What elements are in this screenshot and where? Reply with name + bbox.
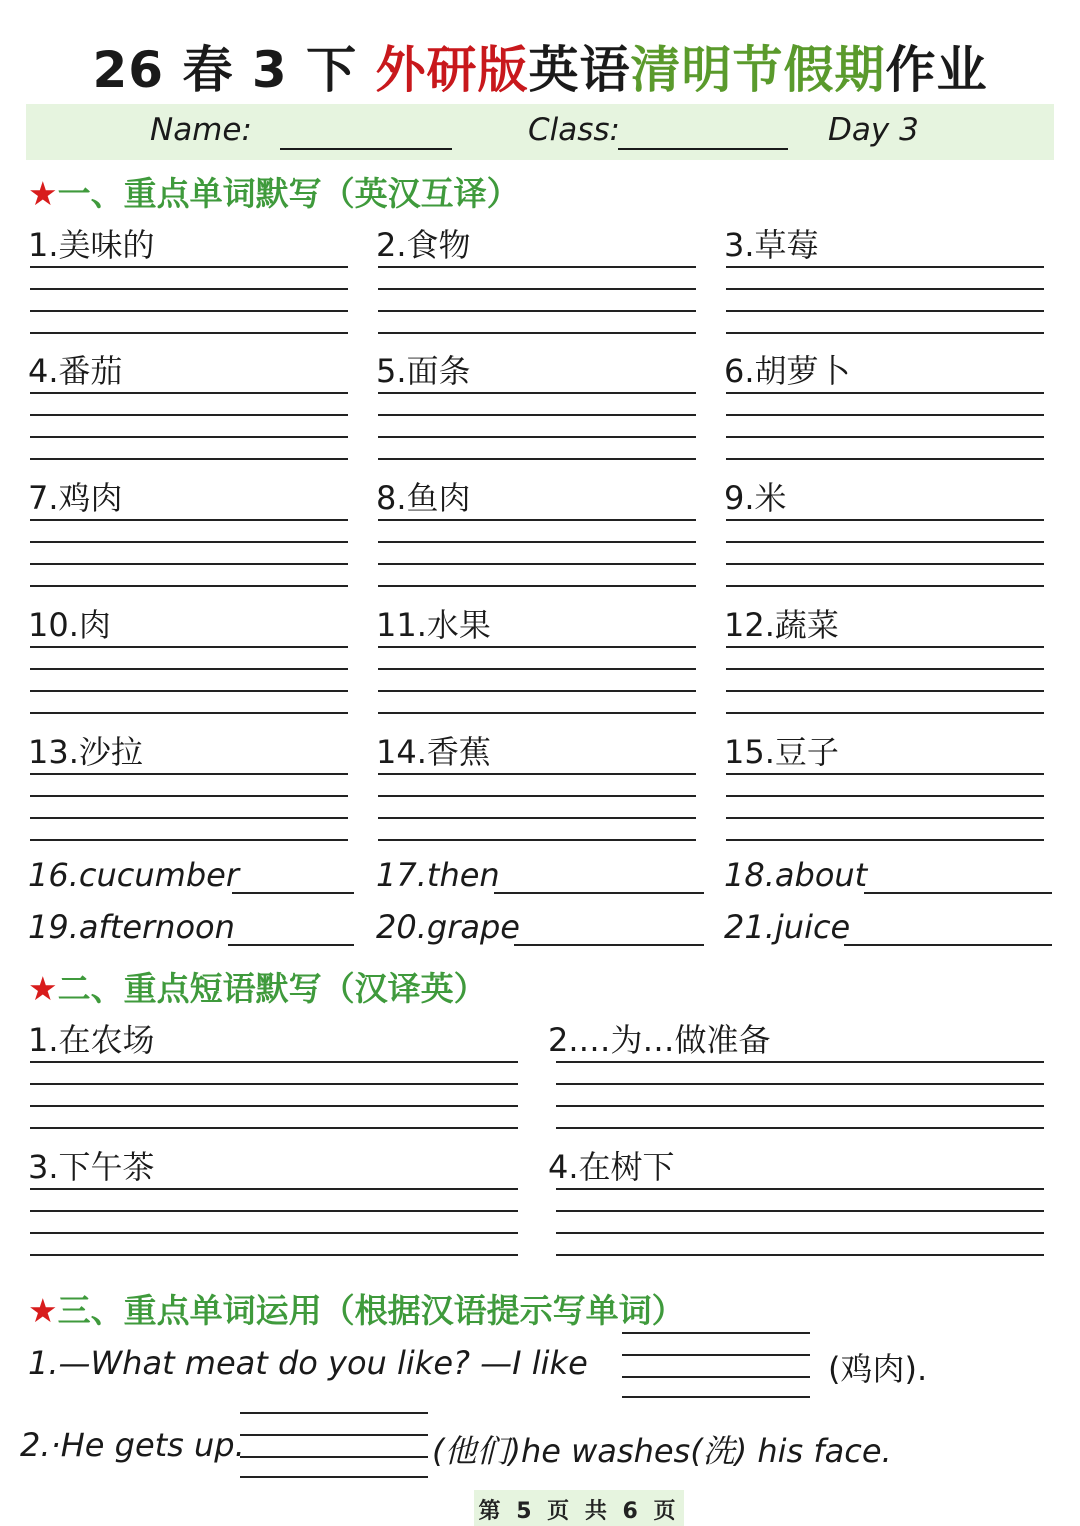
english-item-label: 21.juice (724, 908, 851, 946)
answer-line[interactable] (30, 1083, 518, 1085)
answer-line[interactable] (726, 668, 1044, 670)
answer-line[interactable] (30, 1254, 518, 1256)
answer-line[interactable] (726, 712, 1044, 714)
answer-line[interactable] (726, 690, 1044, 692)
answer-line[interactable] (378, 288, 696, 290)
answer-line[interactable] (556, 1127, 1044, 1129)
answer-line[interactable] (30, 817, 348, 819)
page-title (0, 30, 1080, 102)
answer-line[interactable] (378, 773, 696, 775)
question-2-answer-line[interactable] (240, 1476, 428, 1478)
question-1-answer-line[interactable] (622, 1332, 810, 1334)
answer-line[interactable] (556, 1105, 1044, 1107)
section3-heading (28, 1285, 685, 1332)
vocab-item-label: 4.番茄 (28, 352, 123, 390)
vocab-item-label: 10.肉 (28, 606, 111, 644)
vocab-item-label: 14.香蕉 (376, 733, 491, 771)
question-1-answer-line[interactable] (622, 1396, 810, 1398)
question-1-answer-line[interactable] (622, 1376, 810, 1378)
answer-line[interactable] (30, 458, 348, 460)
english-item-label: 18.about (724, 856, 868, 894)
answer-line[interactable] (378, 563, 696, 565)
answer-line[interactable] (556, 1061, 1044, 1063)
answer-line[interactable] (30, 392, 348, 394)
class-blank[interactable] (618, 148, 788, 150)
answer-line[interactable] (30, 1232, 518, 1234)
answer-line[interactable] (864, 892, 1052, 894)
answer-line[interactable] (556, 1083, 1044, 1085)
answer-line[interactable] (30, 585, 348, 587)
star-icon: ★ (28, 969, 58, 1008)
answer-line[interactable] (378, 839, 696, 841)
question-2-text: 2.·He gets up. (20, 1426, 245, 1464)
answer-line[interactable] (514, 944, 704, 946)
vocab-item-label: 5.面条 (376, 352, 471, 390)
answer-line[interactable] (726, 414, 1044, 416)
section2-heading-text: 二、重点短语默写（汉译英） (57, 969, 487, 1008)
vocab-item-label: 13.沙拉 (28, 733, 143, 771)
answer-line[interactable] (378, 817, 696, 819)
answer-line[interactable] (30, 668, 348, 670)
answer-line[interactable] (30, 712, 348, 714)
answer-line[interactable] (30, 266, 348, 268)
answer-line[interactable] (556, 1210, 1044, 1212)
answer-line[interactable] (378, 690, 696, 692)
answer-line[interactable] (30, 541, 348, 543)
answer-line[interactable] (726, 646, 1044, 648)
answer-line[interactable] (30, 839, 348, 841)
answer-line[interactable] (726, 773, 1044, 775)
question-1-answer-line[interactable] (622, 1354, 810, 1356)
answer-line[interactable] (726, 392, 1044, 394)
answer-line[interactable] (378, 712, 696, 714)
question-2-answer-line[interactable] (240, 1434, 428, 1436)
answer-line[interactable] (378, 332, 696, 334)
answer-line[interactable] (726, 332, 1044, 334)
answer-line[interactable] (30, 773, 348, 775)
answer-line[interactable] (378, 541, 696, 543)
vocab-item-label: 11.水果 (376, 606, 491, 644)
answer-line[interactable] (494, 892, 704, 894)
answer-line[interactable] (30, 436, 348, 438)
class-label: Class: (528, 112, 621, 148)
name-label: Name: (150, 112, 252, 148)
question-1-hint: (鸡肉). (828, 1350, 928, 1388)
question-1-text: 1.—What meat do you like? —I like (28, 1344, 588, 1382)
answer-line[interactable] (30, 310, 348, 312)
answer-line[interactable] (232, 892, 354, 894)
star-icon: ★ (28, 174, 58, 213)
english-item-label: 19.afternoon (28, 908, 235, 946)
answer-line[interactable] (378, 519, 696, 521)
vocab-item-label: 8.鱼肉 (376, 479, 471, 517)
answer-line[interactable] (30, 1061, 518, 1063)
phrase-item-label: 4.在树下 (548, 1148, 675, 1186)
english-item-label: 17.then (376, 856, 500, 894)
answer-line[interactable] (556, 1254, 1044, 1256)
answer-line[interactable] (556, 1188, 1044, 1190)
vocab-item-label: 15.豆子 (724, 733, 839, 771)
answer-line[interactable] (30, 563, 348, 565)
english-item-label: 16.cucumber (28, 856, 239, 894)
answer-line[interactable] (30, 519, 348, 521)
phrase-item-label: 2.…为…做准备 (548, 1021, 771, 1059)
section3-heading-text: 三、重点单词运用（根据汉语提示写单词） (57, 1291, 685, 1330)
question-2-answer-line[interactable] (240, 1412, 428, 1414)
vocab-item-label: 1.美味的 (28, 226, 155, 264)
answer-line[interactable] (30, 1127, 518, 1129)
answer-line[interactable] (726, 519, 1044, 521)
vocab-item-label: 12.蔬菜 (724, 606, 839, 644)
phrase-item-label: 3.下午茶 (28, 1148, 155, 1186)
answer-line[interactable] (844, 944, 1052, 946)
answer-line[interactable] (30, 1105, 518, 1107)
title-part-grade: 26 春 3 下 (92, 41, 358, 99)
answer-line[interactable] (30, 795, 348, 797)
answer-line[interactable] (378, 458, 696, 460)
answer-line[interactable] (30, 1188, 518, 1190)
star-icon: ★ (28, 1291, 58, 1330)
answer-line[interactable] (726, 817, 1044, 819)
answer-line[interactable] (378, 646, 696, 648)
answer-line[interactable] (378, 436, 696, 438)
question-2-hint: (他们)he washes(洗) his face. (432, 1432, 892, 1470)
answer-line[interactable] (30, 414, 348, 416)
answer-line[interactable] (30, 1210, 518, 1212)
answer-line[interactable] (378, 266, 696, 268)
answer-line[interactable] (726, 310, 1044, 312)
answer-line[interactable] (30, 690, 348, 692)
section1-heading-text: 一、重点单词默写（英汉互译） (57, 174, 520, 213)
answer-line[interactable] (726, 541, 1044, 543)
vocab-item-label: 2.食物 (376, 226, 471, 264)
answer-line[interactable] (556, 1232, 1044, 1234)
title-part-subject: 英语 (528, 41, 631, 99)
answer-line[interactable] (726, 563, 1044, 565)
title-part-holiday: 清明节假期 (630, 41, 886, 99)
question-2-answer-line[interactable] (240, 1456, 428, 1458)
day-label: Day 3 (828, 112, 919, 148)
title-part-homework: 作业 (885, 41, 988, 99)
section1-heading (28, 168, 520, 215)
answer-line[interactable] (378, 310, 696, 312)
answer-line[interactable] (378, 392, 696, 394)
page-number: 第 5 页 共 6 页 (478, 1499, 680, 1524)
answer-line[interactable] (726, 288, 1044, 290)
answer-line[interactable] (726, 585, 1044, 587)
title-part-edition: 外研版 (375, 41, 529, 99)
answer-line[interactable] (228, 944, 354, 946)
answer-line[interactable] (726, 266, 1044, 268)
answer-line[interactable] (378, 668, 696, 670)
section2-heading (28, 963, 487, 1010)
answer-line[interactable] (30, 288, 348, 290)
answer-line[interactable] (726, 458, 1044, 460)
answer-line[interactable] (726, 795, 1044, 797)
vocab-item-label: 3.草莓 (724, 226, 819, 264)
answer-line[interactable] (726, 436, 1044, 438)
english-item-label: 20.grape (376, 908, 520, 946)
answer-line[interactable] (378, 795, 696, 797)
vocab-item-label: 6.胡萝卜 (724, 352, 851, 390)
vocab-item-label: 9.米 (724, 479, 787, 517)
answer-line[interactable] (378, 414, 696, 416)
answer-line[interactable] (30, 332, 348, 334)
answer-line[interactable] (30, 646, 348, 648)
vocab-item-label: 7.鸡肉 (28, 479, 123, 517)
name-blank[interactable] (280, 148, 452, 150)
phrase-item-label: 1.在农场 (28, 1021, 155, 1059)
answer-line[interactable] (726, 839, 1044, 841)
answer-line[interactable] (378, 585, 696, 587)
